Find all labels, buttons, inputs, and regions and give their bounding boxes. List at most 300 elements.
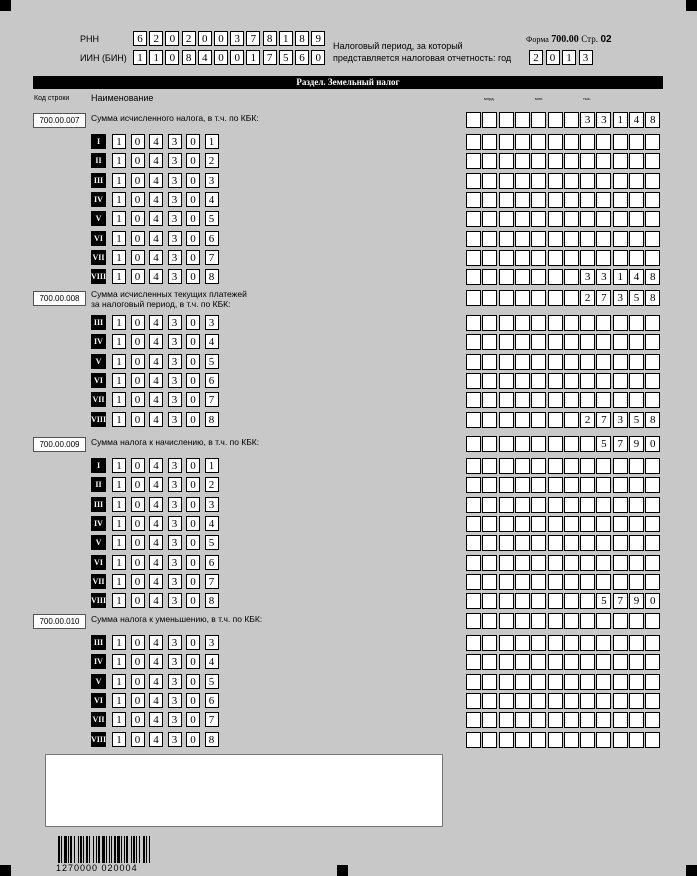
kbk-digit-cell[interactable]: 0 xyxy=(186,732,200,747)
amount-digit-cell[interactable]: 5 xyxy=(629,412,644,428)
amount-digit-cell[interactable]: 3 xyxy=(580,269,595,285)
amount-digit-cell[interactable] xyxy=(466,412,481,428)
amount-digit-cell[interactable] xyxy=(482,211,497,227)
amount-digit-cell[interactable] xyxy=(548,412,563,428)
kbk-digit-cell[interactable]: 1 xyxy=(112,458,126,473)
kbk-digit-cell[interactable]: 0 xyxy=(186,535,200,550)
amount-digit-cell[interactable] xyxy=(580,574,595,590)
amount-digit-cell[interactable] xyxy=(548,373,563,389)
kbk-digit-cell[interactable]: 0 xyxy=(186,516,200,531)
amount-digit-cell[interactable] xyxy=(515,250,530,266)
amount-digit-cell[interactable] xyxy=(482,574,497,590)
kbk-digit-cell[interactable]: 3 xyxy=(168,315,182,330)
amount-digit-cell[interactable] xyxy=(531,412,546,428)
kbk-digit-cell[interactable]: 4 xyxy=(149,555,163,570)
amount-digit-cell[interactable] xyxy=(499,535,514,551)
amount-digit-cell[interactable] xyxy=(548,290,563,306)
amount-digit-cell[interactable] xyxy=(482,134,497,150)
amount-digit-cell[interactable] xyxy=(596,555,611,571)
kbk-digit-cell[interactable]: 6 xyxy=(205,373,219,388)
kbk-digit-cell[interactable]: 0 xyxy=(131,192,145,207)
amount-digit-cell[interactable]: 1 xyxy=(613,112,628,128)
amount-digit-cell[interactable] xyxy=(499,477,514,493)
amount-digit-cell[interactable] xyxy=(499,674,514,690)
amount-digit-cell[interactable] xyxy=(466,290,481,306)
amount-digit-cell[interactable] xyxy=(548,593,563,609)
amount-digit-cell[interactable] xyxy=(596,674,611,690)
kbk-digit-cell[interactable]: 4 xyxy=(149,269,163,284)
kbk-digit-cell[interactable]: 3 xyxy=(168,173,182,188)
amount-digit-cell[interactable] xyxy=(466,211,481,227)
amount-digit-cell[interactable] xyxy=(499,574,514,590)
amount-digit-cell[interactable]: 3 xyxy=(580,112,595,128)
amount-digit-cell[interactable] xyxy=(499,555,514,571)
amount-digit-cell[interactable] xyxy=(499,732,514,748)
amount-digit-cell[interactable]: 0 xyxy=(645,436,660,452)
amount-digit-cell[interactable] xyxy=(499,250,514,266)
amount-digit-cell[interactable] xyxy=(580,354,595,370)
amount-digit-cell[interactable] xyxy=(531,231,546,247)
kbk-digit-cell[interactable]: 1 xyxy=(112,535,126,550)
rnn-digit-cell[interactable]: 2 xyxy=(182,31,196,46)
kbk-digit-cell[interactable]: 3 xyxy=(168,535,182,550)
amount-digit-cell[interactable]: 8 xyxy=(645,290,660,306)
amount-digit-cell[interactable] xyxy=(499,315,514,331)
amount-digit-cell[interactable] xyxy=(515,693,530,709)
amount-digit-cell[interactable] xyxy=(531,290,546,306)
amount-digit-cell[interactable] xyxy=(466,334,481,350)
amount-digit-cell[interactable] xyxy=(629,635,644,651)
amount-digit-cell[interactable] xyxy=(531,436,546,452)
amount-digit-cell[interactable] xyxy=(531,211,546,227)
amount-digit-cell[interactable] xyxy=(564,412,579,428)
amount-digit-cell[interactable] xyxy=(580,593,595,609)
rnn-digit-cell[interactable]: 0 xyxy=(214,31,228,46)
amount-digit-cell[interactable] xyxy=(580,712,595,728)
kbk-digit-cell[interactable]: 1 xyxy=(112,192,126,207)
kbk-digit-cell[interactable]: 8 xyxy=(205,732,219,747)
rnn-digit-cell[interactable]: 8 xyxy=(263,31,277,46)
kbk-digit-cell[interactable]: 3 xyxy=(168,134,182,149)
kbk-digit-cell[interactable]: 1 xyxy=(112,555,126,570)
kbk-digit-cell[interactable]: 1 xyxy=(112,334,126,349)
amount-digit-cell[interactable] xyxy=(596,173,611,189)
amount-digit-cell[interactable] xyxy=(499,712,514,728)
kbk-digit-cell[interactable]: 1 xyxy=(112,269,126,284)
amount-digit-cell[interactable] xyxy=(531,555,546,571)
amount-digit-cell[interactable] xyxy=(645,354,660,370)
amount-digit-cell[interactable] xyxy=(482,535,497,551)
amount-digit-cell[interactable] xyxy=(645,392,660,408)
amount-digit-cell[interactable] xyxy=(482,192,497,208)
kbk-digit-cell[interactable]: 4 xyxy=(149,458,163,473)
amount-digit-cell[interactable] xyxy=(580,250,595,266)
amount-digit-cell[interactable] xyxy=(564,535,579,551)
amount-digit-cell[interactable] xyxy=(499,593,514,609)
amount-digit-cell[interactable] xyxy=(596,392,611,408)
amount-digit-cell[interactable] xyxy=(596,458,611,474)
rnn-digit-cell[interactable]: 6 xyxy=(133,31,147,46)
amount-digit-cell[interactable] xyxy=(580,231,595,247)
amount-digit-cell[interactable] xyxy=(596,153,611,169)
amount-digit-cell[interactable] xyxy=(466,674,481,690)
kbk-digit-cell[interactable]: 0 xyxy=(186,373,200,388)
kbk-digit-cell[interactable]: 7 xyxy=(205,250,219,265)
kbk-digit-cell[interactable]: 4 xyxy=(149,153,163,168)
amount-digit-cell[interactable] xyxy=(580,392,595,408)
amount-digit-cell[interactable] xyxy=(613,613,628,629)
amount-digit-cell[interactable] xyxy=(596,231,611,247)
amount-digit-cell[interactable] xyxy=(548,613,563,629)
amount-digit-cell[interactable] xyxy=(515,654,530,670)
kbk-digit-cell[interactable]: 1 xyxy=(112,134,126,149)
amount-digit-cell[interactable] xyxy=(515,497,530,513)
kbk-digit-cell[interactable]: 4 xyxy=(149,134,163,149)
amount-digit-cell[interactable] xyxy=(580,373,595,389)
kbk-digit-cell[interactable]: 1 xyxy=(112,315,126,330)
amount-digit-cell[interactable] xyxy=(629,693,644,709)
amount-digit-cell[interactable]: 7 xyxy=(596,412,611,428)
amount-digit-cell[interactable] xyxy=(580,192,595,208)
kbk-digit-cell[interactable]: 4 xyxy=(149,516,163,531)
iin-digit-cell[interactable]: 0 xyxy=(311,50,325,65)
amount-digit-cell[interactable] xyxy=(466,134,481,150)
amount-digit-cell[interactable]: 5 xyxy=(596,436,611,452)
kbk-digit-cell[interactable]: 4 xyxy=(149,315,163,330)
rnn-digit-cell[interactable]: 8 xyxy=(295,31,309,46)
amount-digit-cell[interactable] xyxy=(466,535,481,551)
amount-digit-cell[interactable] xyxy=(482,516,497,532)
amount-digit-cell[interactable] xyxy=(548,535,563,551)
kbk-digit-cell[interactable]: 0 xyxy=(131,315,145,330)
amount-digit-cell[interactable] xyxy=(515,635,530,651)
kbk-digit-cell[interactable]: 3 xyxy=(168,334,182,349)
amount-digit-cell[interactable] xyxy=(596,211,611,227)
amount-digit-cell[interactable]: 4 xyxy=(629,112,644,128)
kbk-digit-cell[interactable]: 0 xyxy=(186,192,200,207)
amount-digit-cell[interactable]: 5 xyxy=(596,593,611,609)
amount-digit-cell[interactable] xyxy=(596,693,611,709)
amount-digit-cell[interactable] xyxy=(482,593,497,609)
amount-digit-cell[interactable] xyxy=(499,173,514,189)
amount-digit-cell[interactable] xyxy=(564,593,579,609)
kbk-digit-cell[interactable]: 5 xyxy=(205,354,219,369)
amount-digit-cell[interactable] xyxy=(515,712,530,728)
amount-digit-cell[interactable] xyxy=(466,192,481,208)
amount-digit-cell[interactable] xyxy=(645,635,660,651)
iin-digit-cell[interactable]: 8 xyxy=(182,50,196,65)
amount-digit-cell[interactable] xyxy=(499,211,514,227)
kbk-digit-cell[interactable]: 2 xyxy=(205,153,219,168)
amount-digit-cell[interactable] xyxy=(613,732,628,748)
rnn-digit-cell[interactable]: 9 xyxy=(311,31,325,46)
amount-digit-cell[interactable] xyxy=(613,250,628,266)
amount-digit-cell[interactable] xyxy=(548,574,563,590)
amount-digit-cell[interactable] xyxy=(548,269,563,285)
amount-digit-cell[interactable] xyxy=(613,134,628,150)
amount-digit-cell[interactable] xyxy=(645,334,660,350)
amount-digit-cell[interactable] xyxy=(531,315,546,331)
kbk-digit-cell[interactable]: 3 xyxy=(168,497,182,512)
year-digit-cell[interactable]: 2 xyxy=(529,50,543,65)
amount-digit-cell[interactable] xyxy=(515,211,530,227)
amount-digit-cell[interactable] xyxy=(645,674,660,690)
amount-digit-cell[interactable] xyxy=(499,613,514,629)
kbk-digit-cell[interactable]: 3 xyxy=(168,516,182,531)
kbk-digit-cell[interactable]: 0 xyxy=(131,497,145,512)
kbk-digit-cell[interactable]: 1 xyxy=(112,693,126,708)
amount-digit-cell[interactable] xyxy=(515,535,530,551)
amount-digit-cell[interactable] xyxy=(564,712,579,728)
kbk-digit-cell[interactable]: 0 xyxy=(186,334,200,349)
kbk-digit-cell[interactable]: 1 xyxy=(205,458,219,473)
kbk-digit-cell[interactable]: 0 xyxy=(131,250,145,265)
amount-digit-cell[interactable] xyxy=(645,712,660,728)
kbk-digit-cell[interactable]: 0 xyxy=(186,392,200,407)
amount-digit-cell[interactable] xyxy=(515,555,530,571)
amount-digit-cell[interactable] xyxy=(482,613,497,629)
amount-digit-cell[interactable] xyxy=(580,477,595,493)
kbk-digit-cell[interactable]: 3 xyxy=(168,192,182,207)
amount-digit-cell[interactable] xyxy=(629,555,644,571)
amount-digit-cell[interactable] xyxy=(596,732,611,748)
kbk-digit-cell[interactable]: 1 xyxy=(205,134,219,149)
amount-digit-cell[interactable]: 7 xyxy=(613,593,628,609)
kbk-digit-cell[interactable]: 0 xyxy=(186,231,200,246)
amount-digit-cell[interactable] xyxy=(613,173,628,189)
iin-digit-cell[interactable]: 5 xyxy=(279,50,293,65)
amount-digit-cell[interactable] xyxy=(580,674,595,690)
amount-digit-cell[interactable] xyxy=(482,732,497,748)
amount-digit-cell[interactable] xyxy=(482,555,497,571)
amount-digit-cell[interactable] xyxy=(482,373,497,389)
amount-digit-cell[interactable] xyxy=(645,693,660,709)
amount-digit-cell[interactable]: 7 xyxy=(613,436,628,452)
amount-digit-cell[interactable] xyxy=(515,436,530,452)
amount-digit-cell[interactable] xyxy=(564,392,579,408)
amount-digit-cell[interactable] xyxy=(499,497,514,513)
amount-digit-cell[interactable] xyxy=(531,635,546,651)
amount-digit-cell[interactable] xyxy=(564,269,579,285)
amount-digit-cell[interactable] xyxy=(629,134,644,150)
kbk-digit-cell[interactable]: 0 xyxy=(186,477,200,492)
amount-digit-cell[interactable] xyxy=(613,535,628,551)
amount-digit-cell[interactable] xyxy=(499,373,514,389)
kbk-digit-cell[interactable]: 1 xyxy=(112,497,126,512)
amount-digit-cell[interactable] xyxy=(499,654,514,670)
kbk-digit-cell[interactable]: 3 xyxy=(168,250,182,265)
kbk-digit-cell[interactable]: 0 xyxy=(186,593,200,608)
kbk-digit-cell[interactable]: 0 xyxy=(131,654,145,669)
rnn-digit-cell[interactable]: 1 xyxy=(279,31,293,46)
kbk-digit-cell[interactable]: 4 xyxy=(149,674,163,689)
amount-digit-cell[interactable] xyxy=(531,693,546,709)
kbk-digit-cell[interactable]: 3 xyxy=(168,477,182,492)
amount-digit-cell[interactable] xyxy=(548,516,563,532)
amount-digit-cell[interactable]: 2 xyxy=(580,290,595,306)
amount-digit-cell[interactable]: 9 xyxy=(629,436,644,452)
amount-digit-cell[interactable] xyxy=(645,555,660,571)
year-digit-cell[interactable]: 3 xyxy=(579,50,593,65)
amount-digit-cell[interactable] xyxy=(564,574,579,590)
amount-digit-cell[interactable] xyxy=(629,173,644,189)
kbk-digit-cell[interactable]: 3 xyxy=(168,693,182,708)
kbk-digit-cell[interactable]: 1 xyxy=(112,516,126,531)
amount-digit-cell[interactable] xyxy=(515,315,530,331)
kbk-digit-cell[interactable]: 1 xyxy=(112,392,126,407)
kbk-digit-cell[interactable]: 0 xyxy=(131,635,145,650)
amount-digit-cell[interactable] xyxy=(596,334,611,350)
kbk-digit-cell[interactable]: 3 xyxy=(168,373,182,388)
amount-digit-cell[interactable] xyxy=(580,153,595,169)
amount-digit-cell[interactable] xyxy=(580,654,595,670)
kbk-digit-cell[interactable]: 4 xyxy=(149,354,163,369)
amount-digit-cell[interactable]: 3 xyxy=(596,269,611,285)
amount-digit-cell[interactable] xyxy=(515,674,530,690)
amount-digit-cell[interactable] xyxy=(613,477,628,493)
amount-digit-cell[interactable] xyxy=(531,535,546,551)
kbk-digit-cell[interactable]: 4 xyxy=(149,334,163,349)
kbk-digit-cell[interactable]: 0 xyxy=(186,458,200,473)
amount-digit-cell[interactable] xyxy=(531,593,546,609)
amount-digit-cell[interactable] xyxy=(564,436,579,452)
rnn-digit-cell[interactable]: 7 xyxy=(246,31,260,46)
amount-digit-cell[interactable] xyxy=(596,516,611,532)
amount-digit-cell[interactable] xyxy=(531,712,546,728)
iin-digit-cell[interactable]: 0 xyxy=(230,50,244,65)
amount-digit-cell[interactable] xyxy=(629,153,644,169)
amount-digit-cell[interactable] xyxy=(499,436,514,452)
amount-digit-cell[interactable] xyxy=(580,555,595,571)
kbk-digit-cell[interactable]: 3 xyxy=(168,354,182,369)
amount-digit-cell[interactable] xyxy=(499,269,514,285)
amount-digit-cell[interactable] xyxy=(564,153,579,169)
kbk-digit-cell[interactable]: 3 xyxy=(168,593,182,608)
amount-digit-cell[interactable] xyxy=(580,436,595,452)
amount-digit-cell[interactable] xyxy=(548,732,563,748)
amount-digit-cell[interactable] xyxy=(531,613,546,629)
amount-digit-cell[interactable] xyxy=(629,574,644,590)
amount-digit-cell[interactable] xyxy=(629,250,644,266)
amount-digit-cell[interactable] xyxy=(564,732,579,748)
amount-digit-cell[interactable] xyxy=(531,112,546,128)
amount-digit-cell[interactable] xyxy=(531,173,546,189)
kbk-digit-cell[interactable]: 6 xyxy=(205,555,219,570)
amount-digit-cell[interactable] xyxy=(515,458,530,474)
kbk-digit-cell[interactable]: 1 xyxy=(112,732,126,747)
amount-digit-cell[interactable] xyxy=(515,392,530,408)
amount-digit-cell[interactable] xyxy=(531,250,546,266)
amount-digit-cell[interactable] xyxy=(596,654,611,670)
kbk-digit-cell[interactable]: 3 xyxy=(168,712,182,727)
kbk-digit-cell[interactable]: 0 xyxy=(186,173,200,188)
amount-digit-cell[interactable] xyxy=(515,231,530,247)
kbk-digit-cell[interactable]: 0 xyxy=(186,134,200,149)
kbk-digit-cell[interactable]: 6 xyxy=(205,693,219,708)
kbk-digit-cell[interactable]: 4 xyxy=(149,231,163,246)
amount-digit-cell[interactable] xyxy=(629,334,644,350)
amount-digit-cell[interactable] xyxy=(580,613,595,629)
amount-digit-cell[interactable] xyxy=(613,654,628,670)
amount-digit-cell[interactable] xyxy=(531,373,546,389)
amount-digit-cell[interactable] xyxy=(645,134,660,150)
kbk-digit-cell[interactable]: 4 xyxy=(149,712,163,727)
kbk-digit-cell[interactable]: 0 xyxy=(186,574,200,589)
amount-digit-cell[interactable] xyxy=(531,732,546,748)
amount-digit-cell[interactable] xyxy=(515,412,530,428)
amount-digit-cell[interactable] xyxy=(499,693,514,709)
amount-digit-cell[interactable] xyxy=(564,334,579,350)
amount-digit-cell[interactable] xyxy=(564,250,579,266)
amount-digit-cell[interactable] xyxy=(482,354,497,370)
amount-digit-cell[interactable] xyxy=(548,112,563,128)
amount-digit-cell[interactable] xyxy=(482,231,497,247)
amount-digit-cell[interactable] xyxy=(564,674,579,690)
amount-digit-cell[interactable] xyxy=(548,315,563,331)
kbk-digit-cell[interactable]: 0 xyxy=(186,354,200,369)
amount-digit-cell[interactable] xyxy=(499,334,514,350)
amount-digit-cell[interactable] xyxy=(548,173,563,189)
amount-digit-cell[interactable] xyxy=(466,593,481,609)
kbk-digit-cell[interactable]: 8 xyxy=(205,269,219,284)
amount-digit-cell[interactable] xyxy=(564,497,579,513)
kbk-digit-cell[interactable]: 5 xyxy=(205,674,219,689)
amount-digit-cell[interactable] xyxy=(613,497,628,513)
amount-digit-cell[interactable] xyxy=(548,250,563,266)
amount-digit-cell[interactable] xyxy=(580,535,595,551)
kbk-digit-cell[interactable]: 4 xyxy=(205,654,219,669)
rnn-digit-cell[interactable]: 2 xyxy=(149,31,163,46)
amount-digit-cell[interactable] xyxy=(515,112,530,128)
amount-digit-cell[interactable] xyxy=(499,354,514,370)
amount-digit-cell[interactable] xyxy=(629,613,644,629)
amount-digit-cell[interactable] xyxy=(629,535,644,551)
amount-digit-cell[interactable] xyxy=(482,674,497,690)
amount-digit-cell[interactable] xyxy=(482,654,497,670)
amount-digit-cell[interactable] xyxy=(531,192,546,208)
amount-digit-cell[interactable]: 5 xyxy=(629,290,644,306)
kbk-digit-cell[interactable]: 1 xyxy=(112,412,126,427)
kbk-digit-cell[interactable]: 1 xyxy=(112,153,126,168)
amount-digit-cell[interactable] xyxy=(515,732,530,748)
kbk-digit-cell[interactable]: 3 xyxy=(168,635,182,650)
amount-digit-cell[interactable] xyxy=(466,555,481,571)
amount-digit-cell[interactable] xyxy=(548,231,563,247)
amount-digit-cell[interactable] xyxy=(613,516,628,532)
amount-digit-cell[interactable] xyxy=(548,134,563,150)
amount-digit-cell[interactable] xyxy=(466,250,481,266)
amount-digit-cell[interactable] xyxy=(499,458,514,474)
kbk-digit-cell[interactable]: 0 xyxy=(186,315,200,330)
amount-digit-cell[interactable] xyxy=(596,635,611,651)
amount-digit-cell[interactable] xyxy=(548,477,563,493)
amount-digit-cell[interactable] xyxy=(466,436,481,452)
amount-digit-cell[interactable] xyxy=(629,732,644,748)
amount-digit-cell[interactable] xyxy=(531,674,546,690)
amount-digit-cell[interactable] xyxy=(515,134,530,150)
amount-digit-cell[interactable] xyxy=(613,354,628,370)
amount-digit-cell[interactable] xyxy=(531,574,546,590)
amount-digit-cell[interactable] xyxy=(596,712,611,728)
amount-digit-cell[interactable] xyxy=(629,354,644,370)
kbk-digit-cell[interactable]: 1 xyxy=(112,574,126,589)
kbk-digit-cell[interactable]: 0 xyxy=(131,516,145,531)
kbk-digit-cell[interactable]: 0 xyxy=(186,674,200,689)
kbk-digit-cell[interactable]: 1 xyxy=(112,373,126,388)
amount-digit-cell[interactable] xyxy=(580,211,595,227)
kbk-digit-cell[interactable]: 1 xyxy=(112,593,126,608)
amount-digit-cell[interactable] xyxy=(548,192,563,208)
